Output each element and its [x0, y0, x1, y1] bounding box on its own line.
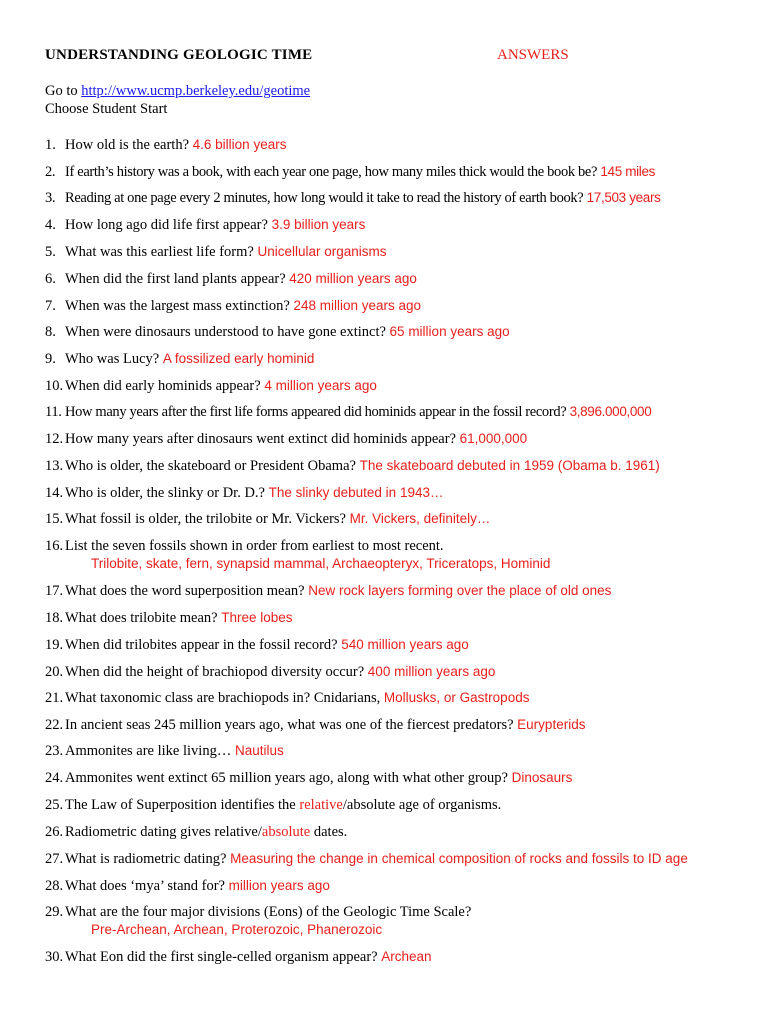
question-number: 6.: [45, 271, 56, 287]
question-text: How old is the earth?: [65, 137, 193, 153]
question-number: 18.: [45, 610, 64, 626]
question-text: If earth’s history was a book, with each year one page, how many miles thick would the book be?: [65, 164, 601, 180]
answer-text: absolute: [261, 824, 311, 840]
question-number: 29.: [45, 904, 64, 920]
question-text: When was the largest mass extinction?: [65, 298, 294, 314]
answer-text: The slinky debuted in 1943…: [268, 485, 444, 500]
answer-text: 61,000,000: [459, 431, 528, 446]
question-text: Ammonites went extinct 65 million years ago, along with what other group?: [65, 770, 512, 786]
question-number: 5.: [45, 244, 56, 260]
question-23: [45, 743, 284, 760]
answer-text: 248 million years ago: [293, 298, 422, 313]
question-text: When were dinosaurs understood to have gone extinct?: [65, 324, 390, 340]
question-text: How many years after the first life forms appeared did hominids appear in the fossil record?: [65, 404, 570, 420]
question-text: How many years after dinosaurs went extinct did hominids appear?: [65, 431, 460, 447]
question-11: [45, 404, 651, 421]
answer-text: Archean: [381, 949, 432, 964]
answer-text: Dinosaurs: [511, 770, 573, 785]
question-text: What Eon did the first single-celled organism appear?: [65, 949, 382, 965]
question-1: [45, 137, 286, 154]
question-28: [45, 878, 330, 895]
question-27: [45, 851, 688, 868]
question-number: 13.: [45, 458, 64, 474]
answer-text: 145 miles: [600, 164, 656, 179]
answer-text: Mr. Vickers, definitely…: [349, 511, 491, 526]
question-number: 2.: [45, 164, 56, 180]
answer-text: Three lobes: [221, 610, 293, 625]
question-number: 24.: [45, 770, 64, 786]
question-8: [45, 324, 510, 341]
question-24: [45, 770, 572, 787]
question-22: [45, 717, 585, 734]
question-7: [45, 298, 421, 315]
question-26: [45, 824, 347, 841]
goto-line: [45, 83, 310, 100]
question-number: 21.: [45, 690, 64, 706]
question-text: When did early hominids appear?: [65, 378, 265, 394]
question-text: What does ‘mya’ stand for?: [65, 878, 229, 894]
question-number: 8.: [45, 324, 56, 340]
answer-text: New rock layers forming over the place of old ones: [308, 583, 612, 598]
question-25: [45, 797, 501, 814]
question-29: [45, 904, 471, 921]
question-number: 3.: [45, 190, 56, 206]
answer-text: Unicellular organisms: [257, 244, 387, 259]
question-number: 17.: [45, 583, 64, 599]
question-text: When did trilobites appear in the fossil record?: [65, 637, 342, 653]
question-number: 30.: [45, 949, 64, 965]
answer-text: million years ago: [228, 878, 330, 893]
answer-text: relative: [299, 797, 343, 813]
question-text: When did the first land plants appear?: [65, 271, 290, 287]
answers-label: ANSWERS: [497, 47, 569, 63]
question-text: What does trilobite mean?: [65, 610, 222, 626]
question-number: 10.: [45, 378, 64, 394]
question-number: 20.: [45, 664, 64, 680]
answer-29-list: Pre-Archean, Archean, Proterozoic, Phanerozoic: [91, 922, 383, 937]
question-number: 4.: [45, 217, 56, 233]
question-number: 16.: [45, 538, 64, 554]
question-text: When did the height of brachiopod diversity occur?: [65, 664, 368, 680]
question-4: [45, 217, 365, 234]
answer-text: Measuring the change in chemical composition of rocks and fossils to ID age: [230, 851, 688, 866]
question-number: 14.: [45, 485, 64, 501]
question-15: [45, 511, 490, 528]
question-6: [45, 271, 417, 288]
question-13: [45, 458, 660, 475]
question-text: What was this earliest life form?: [65, 244, 258, 260]
answer-text: 3,896.000,000: [569, 404, 652, 419]
question-text-tail: dates.: [310, 824, 348, 840]
question-number: 26.: [45, 824, 64, 840]
answer-text: 65 million years ago: [389, 324, 510, 339]
answer-text: 420 million years ago: [289, 271, 417, 286]
question-text: What does the word superposition mean?: [65, 583, 309, 599]
question-text: What is radiometric dating?: [65, 851, 231, 867]
question-10: [45, 378, 377, 395]
question-number: 27.: [45, 851, 64, 867]
answer-text: 3.9 billion years: [271, 217, 366, 232]
question-text: Who is older, the slinky or Dr. D.?: [65, 485, 269, 501]
answer-text: 540 million years ago: [341, 637, 469, 652]
question-text: Reading at one page every 2 minutes, how long would it take to read the history of earth book?: [65, 190, 587, 206]
question-30: [45, 949, 432, 966]
question-number: 23.: [45, 743, 64, 759]
question-16: [45, 538, 444, 555]
question-text: The Law of Superposition identifies the: [65, 797, 300, 813]
answer-text: 4.6 billion years: [192, 137, 287, 152]
question-number: 25.: [45, 797, 64, 813]
question-text: Who was Lucy?: [65, 351, 163, 367]
question-2: [45, 164, 655, 181]
question-5: [45, 244, 387, 261]
answer-text: 17,503 years: [586, 190, 661, 205]
answer-text: A fossilized early hominid: [162, 351, 315, 366]
question-21: [45, 690, 529, 707]
question-text: List the seven fossils shown in order from earliest to most recent.: [65, 538, 444, 554]
question-text: What fossil is older, the trilobite or Mr. Vickers?: [65, 511, 350, 527]
question-12: [45, 431, 527, 448]
question-20: [45, 664, 495, 681]
answer-text: Mollusks, or Gastropods: [383, 690, 530, 705]
question-number: 1.: [45, 137, 56, 153]
question-number: 22.: [45, 717, 64, 733]
question-text: Radiometric dating gives relative/: [65, 824, 262, 840]
answer-text: Nautilus: [234, 743, 284, 758]
question-17: [45, 583, 611, 600]
answer-16-list: Trilobite, skate, fern, synapsid mammal, Archaeopteryx, Triceratops, Hominid: [91, 556, 551, 571]
question-9: [45, 351, 314, 368]
question-3: [45, 190, 661, 207]
question-text: What taxonomic class are brachiopods in? Cnidarians,: [65, 690, 384, 706]
answer-text: Eurypterids: [517, 717, 586, 732]
question-number: 9.: [45, 351, 56, 367]
question-number: 15.: [45, 511, 64, 527]
question-number: 19.: [45, 637, 64, 653]
answer-text: 4 million years ago: [264, 378, 377, 393]
question-number: 28.: [45, 878, 64, 894]
question-text: In ancient seas 245 million years ago, what was one of the fiercest predators?: [65, 717, 518, 733]
goto-prefix: Go to: [45, 83, 82, 99]
question-number: 7.: [45, 298, 56, 314]
question-text: What are the four major divisions (Eons) of the Geologic Time Scale?: [65, 904, 472, 920]
question-text-tail: /absolute age of organisms.: [342, 797, 502, 813]
question-text: Ammonites are like living…: [65, 743, 235, 759]
question-14: [45, 485, 443, 502]
question-text: How long ago did life first appear?: [65, 217, 272, 233]
question-18: [45, 610, 293, 627]
answer-text: 400 million years ago: [367, 664, 496, 679]
question-text: Who is older, the skateboard or President Obama?: [65, 458, 360, 474]
geotime-link[interactable]: http://www.ucmp.berkeley.edu/geotime: [81, 83, 311, 99]
question-19: [45, 637, 469, 654]
instruction-text: Choose Student Start: [45, 101, 168, 117]
question-number: 12.: [45, 431, 64, 447]
answer-text: The skateboard debuted in 1959 (Obama b. 1961): [359, 458, 660, 473]
question-number: 11.: [45, 404, 62, 420]
page-title: UNDERSTANDING GEOLOGIC TIME: [45, 47, 313, 63]
